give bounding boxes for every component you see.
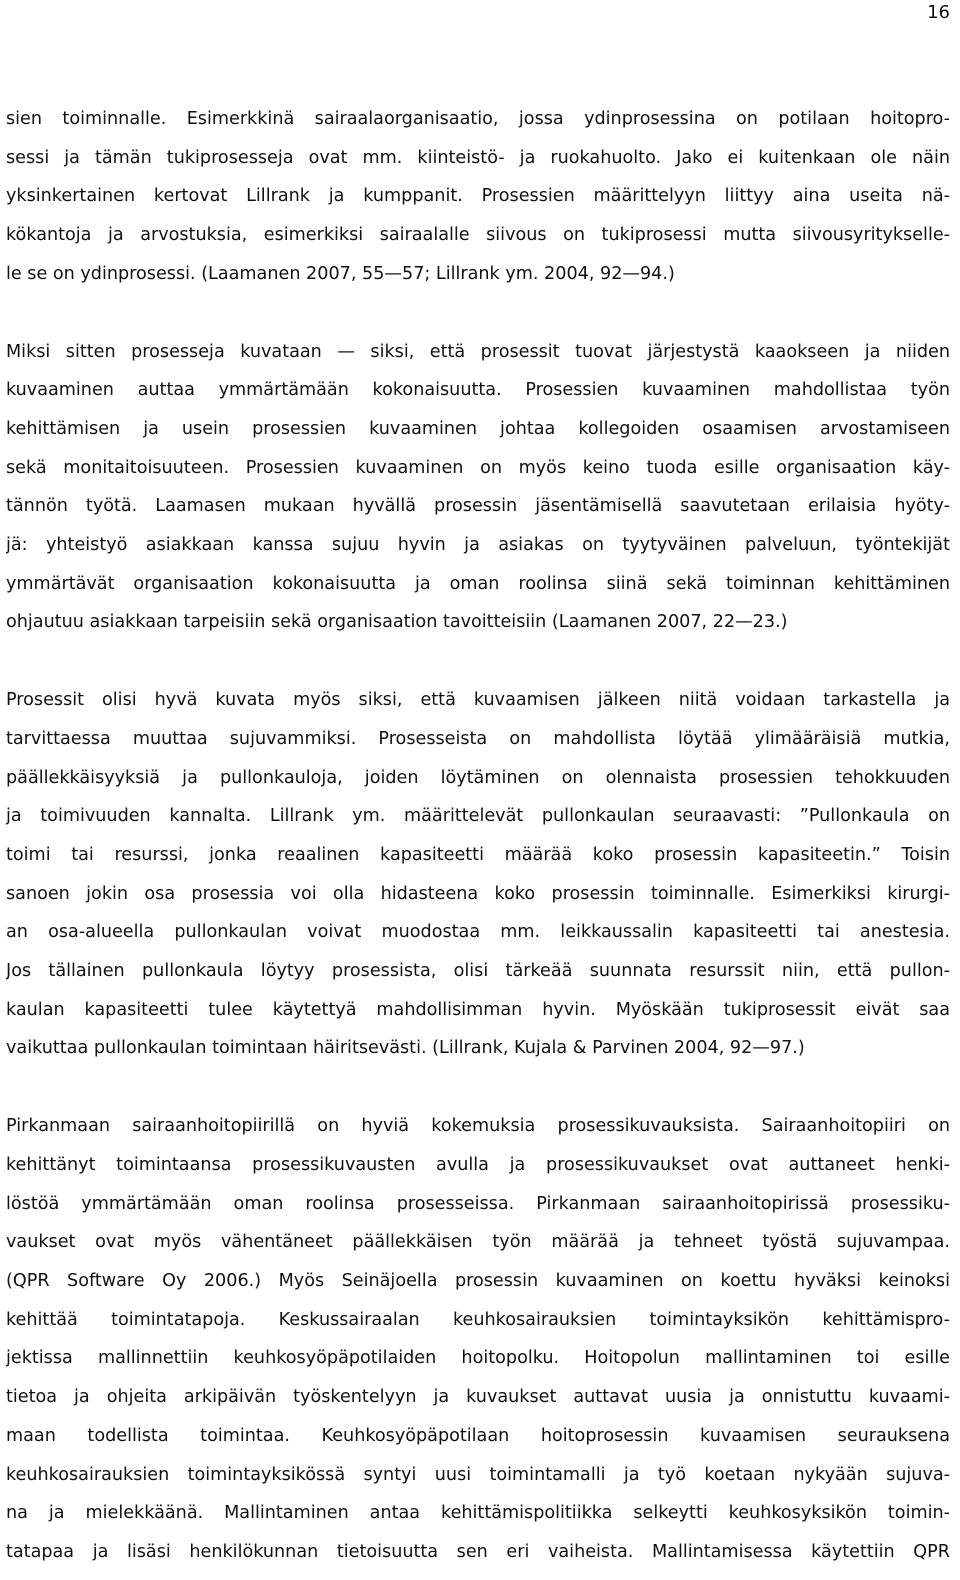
text-line: le se on ydinprosessi. (Laamanen 2007, 55—57; Lillrank ym. 2004, 92—94.) [6, 263, 675, 284]
text-line: Miksi sitten prosesseja kuvataan — siksi, että prosessit tuovat järjestystä kaaokseen ja niiden [6, 341, 950, 362]
paragraph-bottlenecks [6, 681, 950, 1068]
text-line: ymmärtävät organisaation kokonaisuutta ja oman roolinsa siinä sekä toiminnan kehittäminen [6, 573, 950, 594]
text-line: vaukset ovat myös vähentäneet päällekkäisen työn määrää ja tehneet työstä sujuvampaa. [6, 1232, 950, 1253]
text-line: päällekkäisyyksiä ja pullonkauloja, joiden löytäminen on olennaista prosessien tehokkuuden [6, 767, 950, 788]
text-line: tarvittaessa muuttaa sujuvammiksi. Prosesseista on mahdollista löytää ylimääräisiä mutkia, [6, 728, 950, 749]
text-line: an osa-alueella pullonkaulan voivat muodostaa mm. leikkaussalin kapasiteetti tai anestesia. [6, 922, 950, 943]
text-line: ohjautuu asiakkaan tarpeisiin sekä organisaation tavoitteisiin (Laamanen 2007, 22—23.) [6, 612, 788, 633]
text-line: jektissa mallinnettiin keuhkosyöpäpotilaiden hoitopolku. Hoitopolun mallintaminen toi esille [6, 1348, 950, 1369]
text-line: tännön työtä. Laamasen mukaan hyvällä prosessin jäsentämisellä saavutetaan erilaisia hyöty- [6, 496, 950, 517]
paragraph-why-describe [6, 333, 950, 643]
text-line: Jos tällainen pullonkaula löytyy prosessista, olisi tärkeää suunnata resurssit niin, että pullon- [6, 961, 950, 982]
text-line: tietoa ja ohjeita arkipäivän työskentelyyn ja kuvaukset auttavat uusia ja onnistuttu kuvaami- [6, 1387, 950, 1408]
text-line: Prosessit olisi hyvä kuvata myös siksi, että kuvaamisen jälkeen niitä voidaan tarkastella ja [6, 690, 950, 711]
paragraph-pirkanmaa [6, 1107, 950, 1571]
text-line: keuhkosairauksien toimintayksikössä syntyi uusi toimintamalli ja työ koetaan nykyään sujuva- [6, 1464, 950, 1485]
text-line: sekä monitaitoisuuteen. Prosessien kuvaaminen on myös keino tuoda esille organisaation käy- [6, 457, 950, 478]
paragraph-gap [6, 642, 950, 681]
text-line: sanoen jokin osa prosessia voi olla hidasteena koko prosessin toiminnalle. Esimerkiksi kirurgi- [6, 883, 950, 904]
text-line: vaikuttaa pullonkaulan toimintaan häiritsevästi. (Lillrank, Kujala & Parvinen 2004, 92—97.) [6, 1038, 805, 1059]
document-body [6, 100, 950, 1572]
text-line: kehittää toimintatapoja. Keskussairaalan keuhkosairauksien toimintayksikön kehittämispro- [6, 1309, 950, 1330]
text-line: kuvaaminen auttaa ymmärtämään kokonaisuutta. Prosessien kuvaaminen mahdollistaa työn [6, 380, 950, 401]
text-line: kehittämisen ja usein prosessien kuvaaminen johtaa kollegoiden osaamisen arvostamiseen [6, 418, 950, 439]
paragraph-gap [6, 1068, 950, 1107]
text-line: kaulan kapasiteetti tulee käytettyä mahdollisimman hyvin. Myöskään tukiprosessit eivät saa [6, 999, 950, 1020]
text-line: (QPR Software Oy 2006.) Myös Seinäjoella prosessin kuvaaminen on koettu hyväksi keinoksi [6, 1270, 950, 1291]
text-line: sien toiminnalle. Esimerkkinä sairaalaorganisaatio, jossa ydinprosessina on potilaan hoitopro- [6, 109, 950, 129]
text-line: na ja mielekkäänä. Mallintaminen antaa kehittämispolitiikka selkeytti keuhkosyksikön toimin- [6, 1503, 950, 1524]
text-line: maan todellista toimintaa. Keuhkosyöpäpotilaan hoitoprosessin kuvaamisen seurauksena [6, 1425, 950, 1446]
text-line: jä: yhteistyö asiakkaan kanssa sujuu hyvin ja asiakas on tyytyväinen palveluun, työntekijät [6, 535, 950, 556]
text-line: tatapaa ja lisäsi henkilökunnan tietoisuutta sen eri vaiheista. Mallintamisessa käytettiin QPR [6, 1541, 950, 1562]
paragraph-gap [6, 294, 950, 333]
text-line: yksinkertainen kertovat Lillrank ja kumppanit. Prosessien määrittelyyn liittyy aina useita nä- [6, 186, 950, 207]
text-line: kökantoja ja arvostuksia, esimerkiksi sairaalalle siivous on tukiprosessi mutta siivousyritykselle- [6, 225, 950, 246]
text-line: löstöä ymmärtämään oman roolinsa prosesseissa. Pirkanmaan sairaanhoitopirissä prosessiku- [6, 1193, 950, 1214]
text-line: toimi tai resurssi, jonka reaalinen kapasiteetti määrää koko prosessin kapasiteetin.” Toisin [6, 844, 950, 865]
page-number: 16 [927, 2, 950, 23]
text-line: Pirkanmaan sairaanhoitopiirillä on hyviä kokemuksia prosessikuvauksista. Sairaanhoitopiiri on [6, 1116, 950, 1137]
paragraph-process-types [6, 100, 950, 294]
text-line: kehittänyt toimintaansa prosessikuvausten avulla ja prosessikuvaukset ovat auttaneet henki- [6, 1154, 950, 1175]
text-line: ja toimivuuden kannalta. Lillrank ym. määrittelevät pullonkaulan seuraavasti: ”Pullonkaula on [6, 806, 950, 827]
text-line: sessi ja tämän tukiprosesseja ovat mm. kiinteistö- ja ruokahuolto. Jako ei kuitenkaan ole näin [6, 147, 950, 168]
